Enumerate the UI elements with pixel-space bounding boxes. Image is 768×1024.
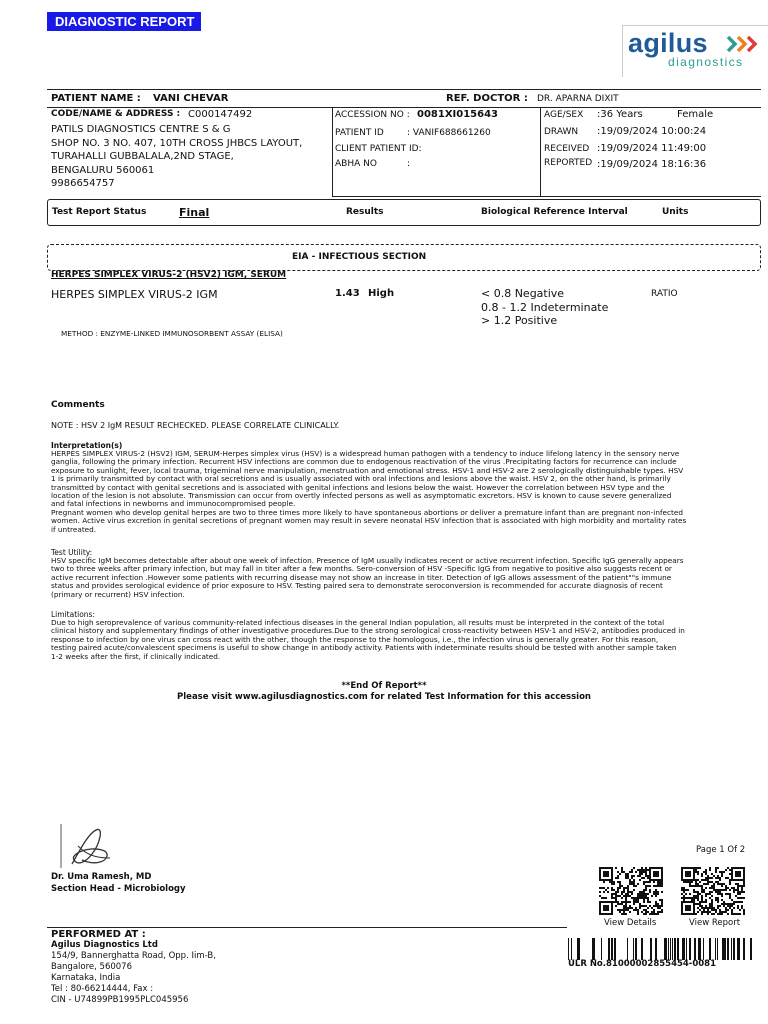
patient-id-label: PATIENT ID [335,128,384,138]
paragraph-line: active recurrent infection .However some patients with recurring disease may not show an increase in titer. Detection of IgG allows assessment of the patient""s immune [51,572,672,582]
signatory-title: Section Head - Microbiology [51,884,186,894]
performed-address [51,951,216,1006]
paragraph-line: women. Active virus excretion in genital secretions of pregnant women may result in severe neonatal HSV infection that is associated with high morbidity and mortality rates [51,516,687,526]
patient-name-label: PATIENT NAME : [51,93,141,104]
interpretation-heading: Interpretation(s) [51,441,123,450]
code-value: C000147492 [188,109,253,120]
logo-subtitle: diagnostics [668,55,744,69]
address-line: 154/9, Bannerghatta Road, Opp. Iim-B, [51,951,216,961]
ref-range-line: 0.8 - 1.2 Indeterminate [481,300,609,314]
paragraph-line: if untreated. [51,524,97,534]
divider-top [47,89,761,90]
ref-range-line: < 0.8 Negative [481,287,565,300]
paragraph-line: Pregnant women who develop genital herpes are two to three times more likely to have spontaneous abortions or deliver a premature infant than are pregnant non-infected [51,507,683,517]
address-line: TURAHALLI GUBBALALA,2ND STAGE, [51,151,234,162]
divider-footer [47,927,567,928]
age-label: AGE/SEX [544,110,584,120]
ref-doctor-label: REF. DOCTOR : [446,93,528,104]
patient-name: VANI CHEVAR [153,93,229,104]
paragraph-line: HERPES SIMPLEX VIRUS-2 (HSV2) IGM, SERUM-Herpes simplex virus (HSV) is a widespread human pathogen with a tendency to induce lifelong latency in the sensory nerve [51,449,680,458]
view-report-link[interactable]: View Report [689,918,741,928]
drawn-label: DRAWN [544,127,579,137]
visit-website-note: Please visit www.agilusdiagnostics.com for related Test Information for this accession [177,692,591,702]
address-line: Karnataka, India [51,973,121,983]
divider-patient [47,107,761,108]
divider-col2 [540,107,541,196]
reported-value: :19/09/2024 18:16:36 [597,159,707,170]
paragraph-line: and fatal infections in newborns and immunocompromised people. [51,499,296,509]
test-name: HERPES SIMPLEX VIRUS-2 IGM [51,288,218,301]
address-line: CIN - U74899PB1995PLC045956 [51,995,189,1005]
paragraph-line: two to three weeks after primary infection, but may fall in titer after a few months. Sero-conversion of HSV -Specific IgG from negative to positive also suggests recent or [51,564,672,574]
paragraph-line: HSV specific IgM becomes detectable after about one week of infection. Presence of IgM usually indicates recent or active recurrent infection. Specific IgG generally appears [51,556,684,565]
ref-doctor: DR. APARNA DIXIT [537,94,619,104]
performed-company: Agilus Diagnostics Ltd [51,940,158,950]
address-line: SHOP NO. 3 NO. 407, 10TH CROSS JHBCS LAYOUT, [51,137,303,149]
limitations-heading: Limitations: [51,610,95,619]
results-header: Results [346,207,384,217]
divider-col1 [332,107,333,196]
section-title: EIA - INFECTIOUS SECTION [292,252,427,262]
address-line: Bangalore, 560076 [51,962,132,972]
logo-wordmark: agilus [628,28,708,58]
paragraph-line: clinical history and supplementary findings of other investigative procedures.Due to the strong serological cross-reactivity between HSV-1 and HSV-2, antibodies produced in [51,626,685,636]
unit-value: RATIO [651,289,678,299]
utility-heading: Test Utility: [51,548,93,557]
status-label: Test Report Status [52,207,147,217]
ulr-barcode [568,938,758,960]
utility-text [51,557,741,599]
signature-image [58,820,122,872]
view-details-link[interactable]: View Details [604,918,657,928]
reference-ranges [481,287,608,328]
address-line: 9986654757 [51,178,115,189]
page-number: Page 1 Of 2 [696,845,746,855]
limitations-text [51,619,741,661]
method-text: METHOD : ENZYME-LINKED IMMUNOSORBENT ASSAY (ELISA) [61,329,283,338]
end-of-report: **End Of Report** [341,681,427,691]
age-value: :36 Years [597,109,643,120]
received-value: :19/09/2024 11:49:00 [597,143,707,154]
status-value: Final [179,206,210,219]
status-bar [47,199,761,226]
report-banner: DIAGNOSTIC REPORT [47,12,201,31]
paragraph-line: 1-2 weeks after the first, if clinically indicated. [51,651,221,661]
accession-label: ACCESSION NO : [335,110,410,120]
test-header: HERPES SIMPLEX VIRUS-2 (HSV2) IGM, SERUM [51,270,287,280]
note-text: NOTE : HSV 2 IgM RESULT RECHECKED. PLEASE CORRELATE CLINICALLY. [51,421,340,430]
view-details-qr[interactable] [599,867,663,915]
bio-ref-header: Biological Reference Interval [481,207,628,217]
abha-value: : [407,159,411,169]
patient-id-value: : VANIF688661260 [407,128,491,138]
divider-info-bottom [332,196,761,197]
abha-label: ABHA NO [335,159,377,169]
performed-heading: PERFORMED AT : [51,929,146,940]
paragraph-line: status and provides serological evidence of prior exposure to HSV. Testing paired sera to demonstrate seroconversion is recommended for accurate diagnosis of recent [51,581,663,591]
address-line: Tel : 80-66214444, Fax : [51,984,154,994]
paragraph-line: location of the lesion is not absolute. Transmission can occur from overtly infected persons as well as asymptomatic excretors. HSV is known to cause severe generalized [51,491,672,501]
address-line: BENGALURU 560061 [51,164,155,176]
result-flag: High [368,288,395,299]
paragraph-line: response to infection by one virus can cross react with the other, though the response to the homologous, i.e., the infection virus is generally greater. For this reason, [51,634,659,644]
address-block [51,123,302,191]
paragraph-line: (primary or recurrent) HSV infection. [51,589,185,599]
client-id-label: CLIENT PATIENT ID: [335,144,422,154]
ref-range-line: > 1.2 Positive [481,314,558,327]
ulr-number: ULR No.81000002855454-0081 [568,959,716,969]
paragraph-line: ganglia, following the primary infection. Recurrent HSV infections are common due to endogenous reactivation of the virus .Precipitating factors for recurrence can include [51,457,677,467]
code-label: CODE/NAME & ADDRESS : [51,109,181,119]
paragraph-line: Due to high seroprevalence of various community-related infectious diseases in the general Indian population, all results must be interpreted in the context of the total [51,618,665,627]
paragraph-line: exposure to sunlight, fever, local trauma, trigeminal nerve manipulation, menstruation and emotional stress. HSV-1 and HSV-2 are 2 serologically distinguishable types. HSV [51,465,684,475]
sex-value: Female [677,109,714,120]
test-result: 1.43 [335,288,360,299]
drawn-value: :19/09/2024 10:00:24 [597,126,707,137]
units-header: Units [662,207,689,217]
signatory-name: Dr. Uma Ramesh, MD [51,872,152,882]
received-label: RECEIVED [544,144,590,154]
comments-heading: Comments [51,400,105,410]
interpretation-text [51,450,741,534]
accession-value: 0081XI015643 [417,109,499,120]
paragraph-line: 1 is primarily transmitted by contact with oral secretions and is usually associated with oral infections and lesions above the waist. HSV 2, on the other hand, is primarily [51,474,671,484]
paragraph-line: transmitted by contact with genital secretions and is associated with genital infections and lesions below the waist. However the correlation between HSV type and the [51,482,665,492]
chevron-arrows-icon [726,34,762,54]
view-report-qr[interactable] [681,867,745,915]
paragraph-line: testing paired acute/convalescent specimens is useful to show change in antibody activity. Patients with indeterminate results should be tested with another sample taken [51,643,677,653]
reported-label: REPORTED [544,158,593,168]
address-line: PATILS DIAGNOSTICS CENTRE S & G [51,124,231,135]
